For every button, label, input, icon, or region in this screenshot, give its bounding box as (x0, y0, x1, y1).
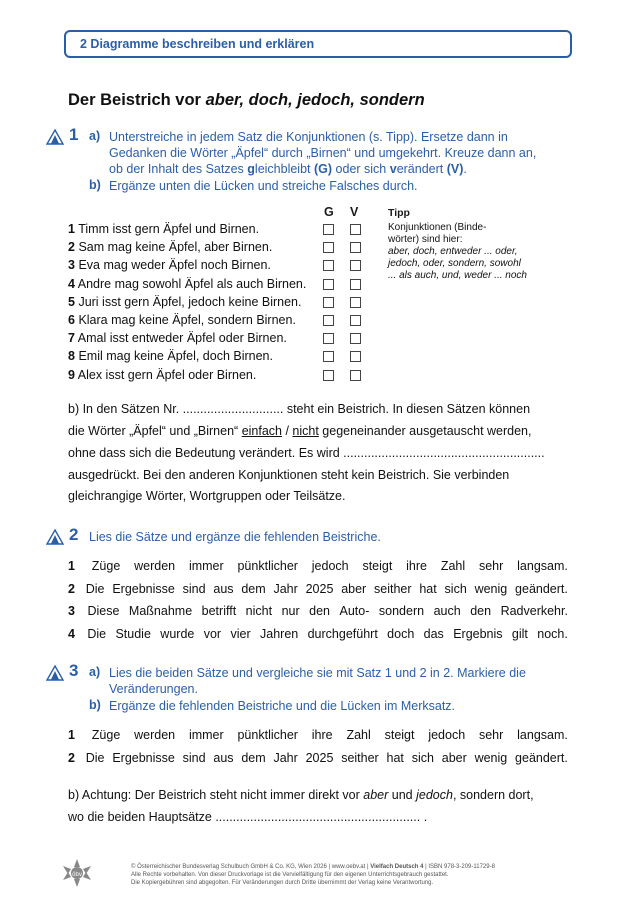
option-nicht[interactable]: nicht (292, 424, 319, 438)
ex2-instruction: Lies die Sätze und ergänze die fehlenden Beistriche. (89, 530, 381, 544)
sentence-word: wurde (160, 626, 195, 641)
sentence-word: 2025 (305, 581, 334, 596)
sentence-word: Ergebnisse (112, 750, 175, 765)
ex1-paragraph-line-3: ohne dass sich die Bedeutung verändert. Es wird .......................................................... (68, 446, 545, 460)
sentence-row (68, 625, 568, 643)
ex3-b-instruction: Ergänze die fehlenden Beistriche und die Lücken im Merksatz. (109, 699, 456, 713)
sentence-word: Diese (87, 604, 120, 618)
sentence-number: 5 (68, 294, 75, 309)
ex1-a-label: a) (89, 129, 101, 143)
sentence-row (68, 726, 568, 744)
publisher-logo-icon (60, 858, 94, 888)
sentence-word: sich (444, 581, 467, 596)
checkbox-g[interactable] (323, 370, 334, 381)
sentence-word: vor (203, 626, 222, 641)
checkbox-v[interactable] (350, 297, 361, 308)
sentence-word: sind (182, 750, 206, 765)
sentence-word: immer (188, 559, 224, 573)
sentence-word: pünktlicher (237, 559, 298, 573)
sentence-word: Radverkehr. (500, 604, 568, 618)
sentence-number: 6 (68, 313, 75, 327)
sentence-word: Jahren (260, 626, 299, 641)
checkbox-g[interactable] (323, 279, 334, 290)
sentence-word: langsam. (517, 728, 568, 742)
sentence-word: geändert. (515, 581, 568, 596)
checkbox-g[interactable] (323, 260, 334, 271)
sentence-number: 8 (68, 349, 75, 364)
sentence-word: werden (134, 559, 176, 573)
sentence-number: 4 (68, 626, 75, 641)
sentence-text: Alex isst gern Äpfel oder Birnen. (77, 367, 257, 382)
sentence-number: 2 (68, 581, 75, 596)
ex3-a-label: a) (89, 665, 101, 679)
ex1-b-label: b) (89, 178, 101, 192)
option-einfach[interactable]: einfach (241, 424, 282, 438)
title-italic: aber, doch, jedoch, sondern (205, 91, 425, 109)
exercise-1-number: 1 (69, 125, 79, 144)
sentence-word: immer (188, 728, 224, 742)
sentence-word: wenig (474, 750, 508, 765)
sentence-word: ihre (406, 559, 427, 573)
ex1-paragraph-line-1: b) In den Sätzen Nr. ............................. steht ein Beistrich. In diesen Sätzen können (68, 402, 531, 416)
sentence-word: steigt (384, 728, 415, 742)
sentence-number: 9 (68, 367, 75, 382)
sentence-text: Timm isst gern Äpfel und Birnen. (78, 222, 260, 236)
sentence-text: Sam mag keine Äpfel, aber Birnen. (78, 240, 273, 255)
sentence-word: seither (341, 750, 379, 765)
sentence-word: geändert. (515, 750, 568, 765)
sentence-word: Ergebnis (453, 626, 503, 641)
section-title: 2 Diagramme beschreiben und erklären (80, 37, 315, 51)
publisher-logo-text: öbv (72, 872, 82, 878)
sentence-text: Juri isst gern Äpfel, jedoch keine Birnen. (78, 294, 302, 309)
checkbox-g[interactable] (323, 224, 334, 235)
checkbox-v[interactable] (350, 370, 361, 381)
ex1-paragraph-line-2: die Wörter „Äpfel“ und „Birnen“ einfach / nicht gegeneinander ausgetauscht werden, (68, 424, 532, 438)
sentence-word: steigt (362, 559, 393, 573)
ex3-paragraph-line-1: b) Achtung: Der Beistrich steht nicht immer direkt vor aber und jedoch, sondern dort, (68, 788, 534, 802)
sentence-word: Züge (91, 559, 121, 573)
sentence-word: sondern (378, 604, 425, 618)
sentence-word: seither (374, 581, 412, 596)
sentence-number: 3 (68, 258, 75, 273)
column-g-header: G (324, 205, 334, 219)
exercise-3-number: 3 (69, 661, 79, 680)
sentence-word: den (309, 604, 331, 618)
checkbox-g[interactable] (323, 315, 334, 326)
sentence-word: sehr (478, 728, 504, 742)
sentence-text: Klara mag keine Äpfel, sondern Birnen. (78, 313, 296, 327)
difficulty-triangle-icon (46, 665, 64, 681)
sentence-number: 2 (68, 750, 75, 765)
section-header (64, 30, 572, 58)
sentence-word: Die (85, 750, 105, 765)
sentence-word: sich (411, 750, 434, 765)
sentence-number: 4 (68, 276, 75, 291)
sentence-word: pünktlicher (237, 728, 298, 742)
ex1-paragraph-line-5: gleichrangige Wörter, Wortgruppen oder Teilsätze. (68, 489, 346, 503)
sentence-word: Studie (115, 626, 151, 641)
sentence-word: dem (241, 581, 266, 596)
sentence-row (68, 580, 568, 598)
checkbox-v[interactable] (350, 260, 361, 271)
sentence-word: Züge (91, 728, 121, 742)
sentence-word: Zahl (440, 559, 466, 573)
sentence-number: 1 (68, 222, 75, 236)
checkbox-g[interactable] (323, 297, 334, 308)
sentence-row (68, 557, 568, 575)
tipp-title: Tipp (388, 207, 410, 219)
sentence-word: durchgeführt (307, 626, 378, 641)
checkbox-v[interactable] (350, 279, 361, 290)
sentence-word: nur (281, 604, 300, 618)
checkbox-v[interactable] (350, 333, 361, 344)
checkbox-v[interactable] (350, 242, 361, 253)
sentence-word: jedoch (311, 559, 349, 573)
sentence-word: das (423, 626, 444, 641)
checkbox-g[interactable] (323, 351, 334, 362)
checkbox-v[interactable] (350, 224, 361, 235)
sentence-word: Die (87, 626, 107, 641)
ex3-b-label: b) (89, 698, 101, 712)
sentence-word: aus (213, 581, 234, 596)
ex1-b-instruction: Ergänze unten die Lücken und streiche Falsches durch. (109, 179, 418, 193)
sentence-word: aus (213, 750, 234, 765)
sentence-text: Amal isst entweder Äpfel oder Birnen. (77, 331, 287, 346)
sentence-word: Maßnahme (128, 604, 193, 618)
sentence-text: Emil mag keine Äpfel, doch Birnen. (78, 349, 273, 364)
exercise-2-number: 2 (69, 525, 79, 544)
sentence-word: noch. (537, 626, 568, 641)
sentence-word: dem (241, 750, 266, 765)
difficulty-triangle-icon (46, 529, 64, 545)
sentence-word: betrifft (201, 604, 237, 618)
sentence-word: werden (134, 728, 176, 742)
sentence-word: nicht (245, 604, 273, 618)
sentence-word: sehr (478, 559, 504, 573)
sentence-word: doch (387, 626, 415, 641)
checkbox-v[interactable] (350, 351, 361, 362)
sentence-row (68, 749, 568, 767)
sentence-text: Andre mag sowohl Äpfel als auch Birnen. (77, 276, 307, 291)
sentence-word: jedoch (428, 728, 466, 742)
sentence-text: Eva mag weder Äpfel noch Birnen. (78, 258, 271, 273)
sentence-row (68, 602, 568, 620)
checkbox-g[interactable] (323, 333, 334, 344)
sentence-word: wenig (474, 581, 508, 596)
sentence-word: Die (85, 581, 105, 596)
sentence-word: hat (386, 750, 404, 765)
sentence-number: 1 (68, 559, 75, 573)
page-title: Der Beistrich vor aber, doch, jedoch, sondern (68, 91, 425, 109)
sentence-number: 2 (68, 240, 75, 255)
sentence-number: 7 (68, 331, 75, 346)
ex3-a-instruction: Lies die beiden Sätze und vergleiche sie mit Satz 1 und 2 in 2. Markiere die Veränderungen. (109, 666, 526, 696)
ex3-paragraph-line-2: wo die beiden Hauptsätze ........................................................... . (68, 810, 428, 824)
sentence-word: Jahr (273, 750, 298, 765)
sentence-word: Ergebnisse (112, 581, 175, 596)
ex1-a-instruction: Unterstreiche in jedem Satz die Konjunktionen (s. Tipp). Ersetze dann in Gedanken die Wörter „Äpfel“ durch „Birnen“ und umgekehrt. Kreuze dann an, ob der Inhalt des Satzes gleichbleibt (G) oder sich verändert (V). (109, 130, 537, 176)
sentence-word: langsam. (517, 559, 568, 573)
sentence-word: Zahl (346, 728, 371, 742)
sentence-word: den (470, 604, 492, 618)
ex1-paragraph-line-4: ausgedrückt. Bei den anderen Konjunktionen steht kein Beistrich. Sie verbinden (68, 468, 510, 482)
sentence-word: aber (341, 581, 367, 596)
sentence-number: 1 (68, 728, 75, 742)
sentence-word: vier (230, 626, 251, 641)
sentence-word: Jahr (273, 581, 298, 596)
sentence-word: sind (182, 581, 206, 596)
sentence-word: gilt (511, 626, 528, 641)
sentence-word: ihre (311, 728, 333, 742)
sentence-word: aber (441, 750, 467, 765)
checkbox-g[interactable] (323, 242, 334, 253)
sentence-word: 2025 (305, 750, 334, 765)
footer-copyright: © Österreichischer Bundesverlag Schulbuch GmbH & Co. KG, Wien 2026 | www.oebv.at | Vielfach Deutsch 4 | ISBN 978-3-209-11729-8 Alle Rechte vorbehalten. Von dieser Druckvorlage ist die Vervielfältigung für den eigenen Unterrichtsgebrauch gestattet. Die Kopiergebühren sind abgegolten. Für Veränderungen durch Dritte übernimmt der Verlag keine Verantwortung. (131, 864, 495, 886)
sentence-word: auch (433, 604, 461, 618)
sentence-number: 3 (68, 604, 75, 618)
checkbox-v[interactable] (350, 315, 361, 326)
sentence-word: Auto- (339, 604, 370, 618)
sentence-word: hat (419, 581, 437, 596)
difficulty-triangle-icon (46, 129, 64, 145)
column-v-header: V (350, 205, 359, 219)
tipp-box: Konjunktionen (Binde- wörter) sind hier: aber, doch, entweder ... oder, jedoch, oder, sondern, sowohl ... als auch, und, weder ... noch (388, 222, 527, 281)
